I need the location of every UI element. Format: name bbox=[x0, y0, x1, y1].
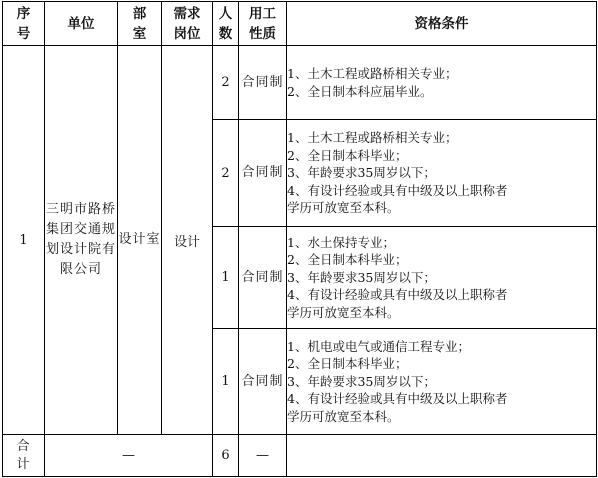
header-seq: 序号 bbox=[3, 2, 45, 46]
nature-cell: 合同制 bbox=[239, 227, 287, 329]
requirement-line: 1、水土保持专业； bbox=[287, 234, 395, 250]
requirement-line: 3、年龄要求35周岁以下； bbox=[287, 373, 436, 389]
requirement-line: 1、机电或电气或通信工程专业； bbox=[287, 338, 470, 354]
nature-cell: 合同制 bbox=[239, 120, 287, 227]
requirement-line: 2、全日制本科毕业； bbox=[287, 356, 408, 372]
nature-cell: 合同制 bbox=[239, 329, 287, 435]
header-row bbox=[3, 2, 597, 46]
requirement-line: 学历可放宽至本科。 bbox=[287, 408, 400, 424]
requirements-cell bbox=[287, 46, 597, 120]
requirement-line: 2、全日制本科毕业； bbox=[287, 252, 408, 268]
header-unit: 单位 bbox=[45, 2, 118, 46]
total-label-cell: 合计 bbox=[3, 435, 45, 477]
recruitment-table bbox=[2, 1, 597, 477]
dept-cell: 设计室 bbox=[118, 46, 162, 435]
requirement-line: 1、土木工程或路桥相关专业； bbox=[287, 130, 458, 146]
requirement-line: 学历可放宽至本科。 bbox=[287, 304, 400, 320]
seq-cell: 1 bbox=[3, 46, 45, 435]
total-row bbox=[3, 435, 597, 477]
requirement-line: 3、年龄要求35周岁以下； bbox=[287, 165, 436, 181]
requirements-cell bbox=[287, 329, 597, 435]
total-requirements-cell bbox=[287, 435, 597, 477]
header-nature: 用工性质 bbox=[239, 2, 287, 46]
unit-cell: 三明市路桥集团交通规划设计院有限公司 bbox=[45, 46, 118, 435]
requirements-cell bbox=[287, 227, 597, 329]
header-requirements: 资格条件 bbox=[287, 2, 597, 46]
requirement-line: 2、全日制本科应届毕业。 bbox=[287, 83, 433, 99]
requirement-line: 4、有设计经验或具有中级及以上职称者 bbox=[287, 182, 508, 198]
requirements-cell bbox=[287, 120, 597, 227]
total-dash-left: — bbox=[45, 435, 213, 477]
total-dash-right: — bbox=[239, 435, 287, 477]
requirement-line: 2、全日制本科毕业； bbox=[287, 147, 408, 163]
count-cell: 1 bbox=[213, 329, 239, 435]
header-count: 人数 bbox=[213, 2, 239, 46]
header-dept: 部室 bbox=[118, 2, 162, 46]
count-cell: 2 bbox=[213, 120, 239, 227]
post-cell: 设计 bbox=[162, 46, 213, 435]
requirement-line: 3、年龄要求35周岁以下； bbox=[287, 269, 436, 285]
header-post: 需求岗位 bbox=[162, 2, 213, 46]
count-cell: 2 bbox=[213, 46, 239, 120]
count-cell: 1 bbox=[213, 227, 239, 329]
requirement-line: 4、有设计经验或具有中级及以上职称者 bbox=[287, 287, 508, 303]
table-row bbox=[3, 46, 597, 120]
requirement-line: 4、有设计经验或具有中级及以上职称者 bbox=[287, 391, 508, 407]
total-count-cell: 6 bbox=[213, 435, 239, 477]
requirement-line: 1、土木工程或路桥相关专业； bbox=[287, 66, 458, 81]
nature-cell: 合同制 bbox=[239, 46, 287, 120]
requirement-line: 学历可放宽至本科。 bbox=[287, 200, 400, 216]
